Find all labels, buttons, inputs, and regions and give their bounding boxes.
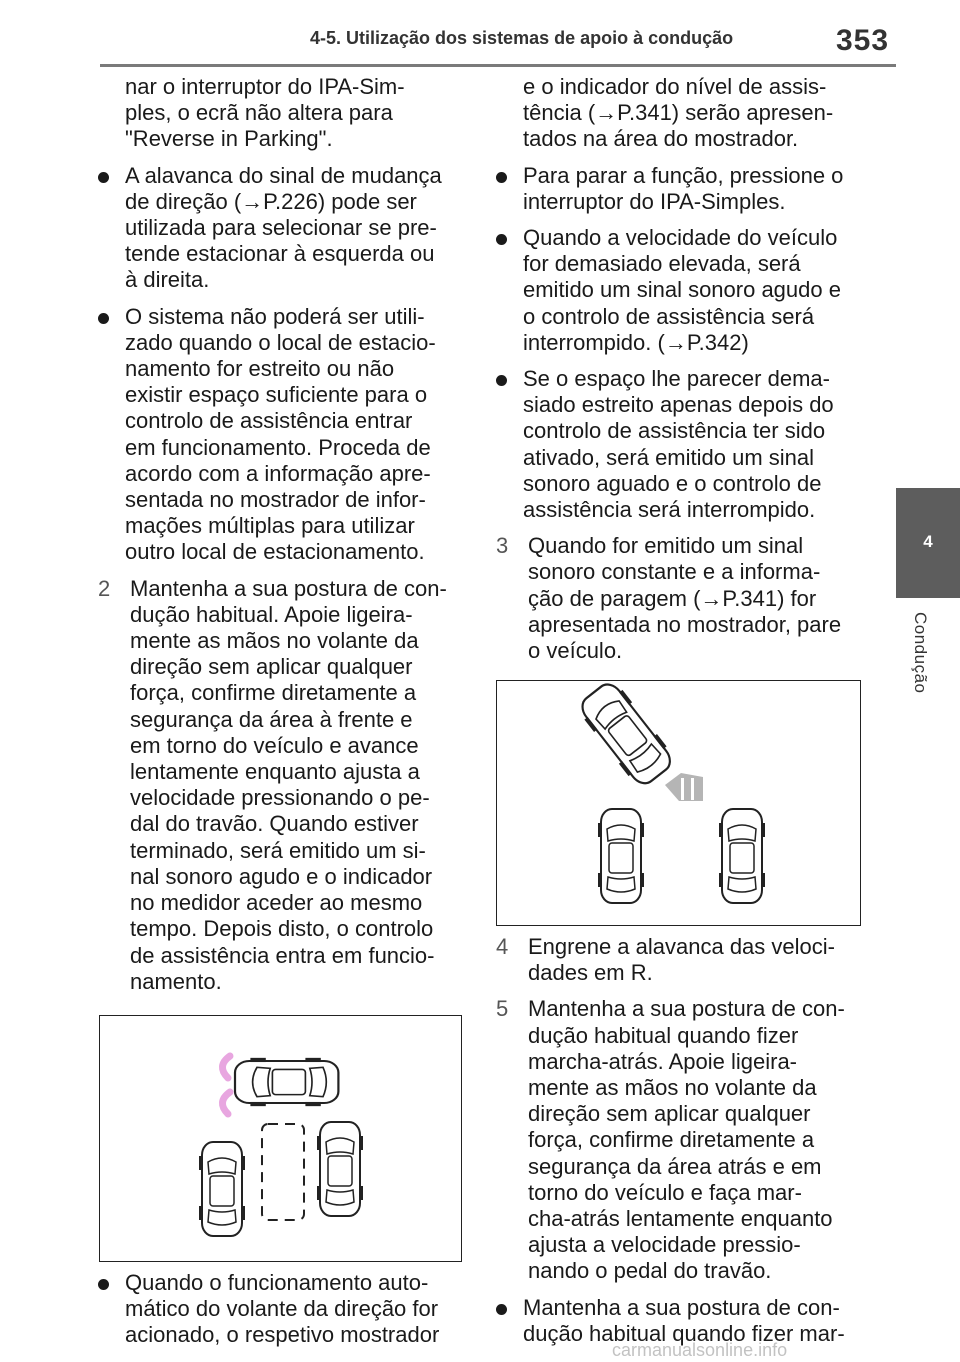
text-line: Mantenha a sua postura de con- xyxy=(130,575,447,601)
bullet-icon xyxy=(98,313,109,324)
text-line: Engrene a alavanca das veloci- xyxy=(528,934,835,959)
text-line: mente as mãos no volante da xyxy=(130,628,419,654)
text-line: ajusta a velocidade pressio- xyxy=(528,1232,801,1258)
text-line: tende estacionar à esquerda ou xyxy=(125,241,435,267)
text-line: ativado, será emitido um sinal xyxy=(523,444,815,470)
text-line: ples, o ecrã não altera para xyxy=(125,100,393,126)
step-item xyxy=(496,934,868,986)
bullet-item xyxy=(98,1270,470,1349)
empty-space-icon xyxy=(262,1124,304,1220)
text-line: for demasiado elevada, será xyxy=(523,251,801,277)
parked-car-icon xyxy=(317,1122,363,1216)
step-number: 4 xyxy=(496,934,509,959)
text-line: segurança da área à frente e xyxy=(130,706,413,732)
text-line: mático do volante da direção for xyxy=(125,1296,439,1322)
text-line: o veículo. xyxy=(528,638,623,664)
reverse-direction-arrow-icon xyxy=(665,773,703,801)
text-line: controlo de assistência entrar xyxy=(125,408,413,434)
chapter-label: Condução xyxy=(911,612,930,694)
text-line: O sistema não poderá ser utili- xyxy=(125,303,425,329)
continuation-text xyxy=(496,74,868,153)
header-rule xyxy=(100,64,896,67)
text-line: namento. xyxy=(130,968,222,994)
text-line: interrompido. (→P.342) xyxy=(523,329,749,355)
text-line: sonoro constante e a informa- xyxy=(528,559,821,585)
angled-car-icon xyxy=(575,681,678,790)
watermark: carmanualsonline.info xyxy=(612,1340,788,1360)
text-line: nar o interruptor do IPA-Sim- xyxy=(125,74,405,99)
text-line: sentada no mostrador de infor- xyxy=(125,487,426,513)
chapter-tab xyxy=(896,488,960,598)
text-line: no medidor aceder ao mesmo xyxy=(130,890,423,916)
text-line: terminado, será emitido um si- xyxy=(130,837,426,863)
text-line: tempo. Depois disto, o controlo xyxy=(130,916,434,942)
text-line: marcha-atrás. Apoie ligeira- xyxy=(528,1048,798,1074)
bullet-item xyxy=(496,225,868,356)
bullet-icon xyxy=(496,172,507,183)
step-number: 2 xyxy=(98,575,111,601)
parked-car-icon xyxy=(598,809,644,903)
text-line: velocidade pressionando o pe- xyxy=(130,785,430,811)
text-line: segurança da área atrás e em xyxy=(528,1153,822,1179)
text-line: acionado, o respetivo mostrador xyxy=(125,1322,440,1348)
text-line: dução habitual quando fizer xyxy=(528,1022,799,1048)
right-column-bottom xyxy=(496,934,868,1357)
text-line: tados na área do mostrador. xyxy=(523,126,799,152)
wheel-turn-arrow-icon xyxy=(222,1092,230,1114)
text-line: A alavanca do sinal de mudança xyxy=(125,162,442,188)
step-item xyxy=(496,996,868,1284)
step-item xyxy=(496,533,868,664)
bullet-icon xyxy=(98,172,109,183)
text-line: acordo com a informação apre- xyxy=(125,460,431,486)
bullet-icon xyxy=(496,234,507,245)
parking-stop-figure xyxy=(496,680,861,926)
text-line: nando o pedal do travão. xyxy=(528,1258,772,1284)
text-line: Quando a velocidade do veículo xyxy=(523,225,838,251)
text-line: em torno do veículo e avance xyxy=(130,732,419,758)
text-line: apresentada no mostrador, pare xyxy=(528,611,842,637)
text-line: ção de paragem (→P.341) for xyxy=(528,585,817,611)
text-line: zado quando o local de estacio- xyxy=(125,329,436,355)
text-line: lentamente enquanto ajusta a xyxy=(130,759,420,785)
text-line: força, confirme diretamente a xyxy=(130,680,417,706)
step-number: 3 xyxy=(496,533,509,559)
text-line: e o indicador do nível de assis- xyxy=(523,74,827,99)
text-line: cha-atrás lentamente enquanto xyxy=(528,1206,833,1232)
bullet-icon xyxy=(496,1304,507,1315)
left-column-bottom xyxy=(98,1270,470,1359)
text-line: Mantenha a sua postura de con- xyxy=(528,996,845,1022)
text-line: sonoro aguado e o controlo de xyxy=(523,470,822,496)
continuation-text xyxy=(98,74,470,153)
text-line: outro local de estacionamento. xyxy=(125,539,425,565)
parked-car-icon xyxy=(199,1142,245,1236)
wheel-turn-arrow-icon xyxy=(222,1056,230,1078)
right-column xyxy=(496,74,868,674)
text-line: mações múltiplas para utilizar xyxy=(125,513,415,539)
bullet-icon xyxy=(496,375,507,386)
text-line: à direita. xyxy=(125,267,210,293)
text-line: Quando for emitido um sinal xyxy=(528,533,804,559)
text-line: direção sem aplicar qualquer xyxy=(528,1101,811,1127)
bullet-item xyxy=(496,163,868,215)
text-line: direção sem aplicar qualquer xyxy=(130,654,413,680)
section-title: 4-5. Utilização dos sistemas de apoio à condução xyxy=(310,28,734,48)
page-number: 353 xyxy=(836,24,890,57)
text-line: "Reverse in Parking". xyxy=(125,126,333,152)
step-number: 5 xyxy=(496,996,509,1022)
bullet-item xyxy=(98,163,470,294)
text-line: em funcionamento. Proceda de xyxy=(125,434,431,460)
text-line: de direção (→P.226) pode ser xyxy=(125,188,417,214)
text-line: siado estreito apenas depois do xyxy=(523,392,834,418)
text-line: tência (→P.341) serão apresen- xyxy=(523,100,834,126)
text-line: dades em R. xyxy=(528,960,653,986)
text-line: utilizada para selecionar se pre- xyxy=(125,215,437,241)
text-line: Mantenha a sua postura de con- xyxy=(523,1294,840,1320)
text-line: interruptor do IPA-Simples. xyxy=(523,188,786,214)
text-line: torno do veículo e faça mar- xyxy=(528,1179,802,1205)
text-line: Quando o funcionamento auto- xyxy=(125,1270,429,1295)
text-line: dução habitual quando fizer mar- xyxy=(523,1320,845,1346)
text-line: nal sonoro agudo e o indicador xyxy=(130,863,433,889)
parked-car-icon xyxy=(719,809,765,903)
text-line: dução habitual. Apoie ligeira- xyxy=(130,601,413,627)
text-line: força, confirme diretamente a xyxy=(528,1127,815,1153)
chapter-number: 4 xyxy=(923,532,933,551)
text-line: existir espaço suficiente para o xyxy=(125,382,428,408)
bullet-item xyxy=(496,366,868,523)
text-line: Se o espaço lhe parecer dema- xyxy=(523,366,830,392)
text-line: dal do travão. Quando estiver xyxy=(130,811,419,837)
text-line: de assistência entra em funcio- xyxy=(130,942,435,968)
bullet-icon xyxy=(98,1279,109,1290)
text-line: Para parar a função, pressione o xyxy=(523,162,844,188)
text-line: assistência será interrompido. xyxy=(523,497,816,523)
text-line: o controlo de assistência será xyxy=(523,303,815,329)
moving-car-icon xyxy=(235,1058,338,1106)
step-item xyxy=(98,576,470,995)
left-column xyxy=(98,74,470,1005)
bullet-item xyxy=(98,304,470,566)
text-line: controlo de assistência ter sido xyxy=(523,418,826,444)
parking-forward-figure xyxy=(99,1015,462,1262)
text-line: mente as mãos no volante da xyxy=(528,1075,817,1101)
text-line: namento for estreito ou não xyxy=(125,356,395,382)
text-line: emitido um sinal sonoro agudo e xyxy=(523,277,841,303)
